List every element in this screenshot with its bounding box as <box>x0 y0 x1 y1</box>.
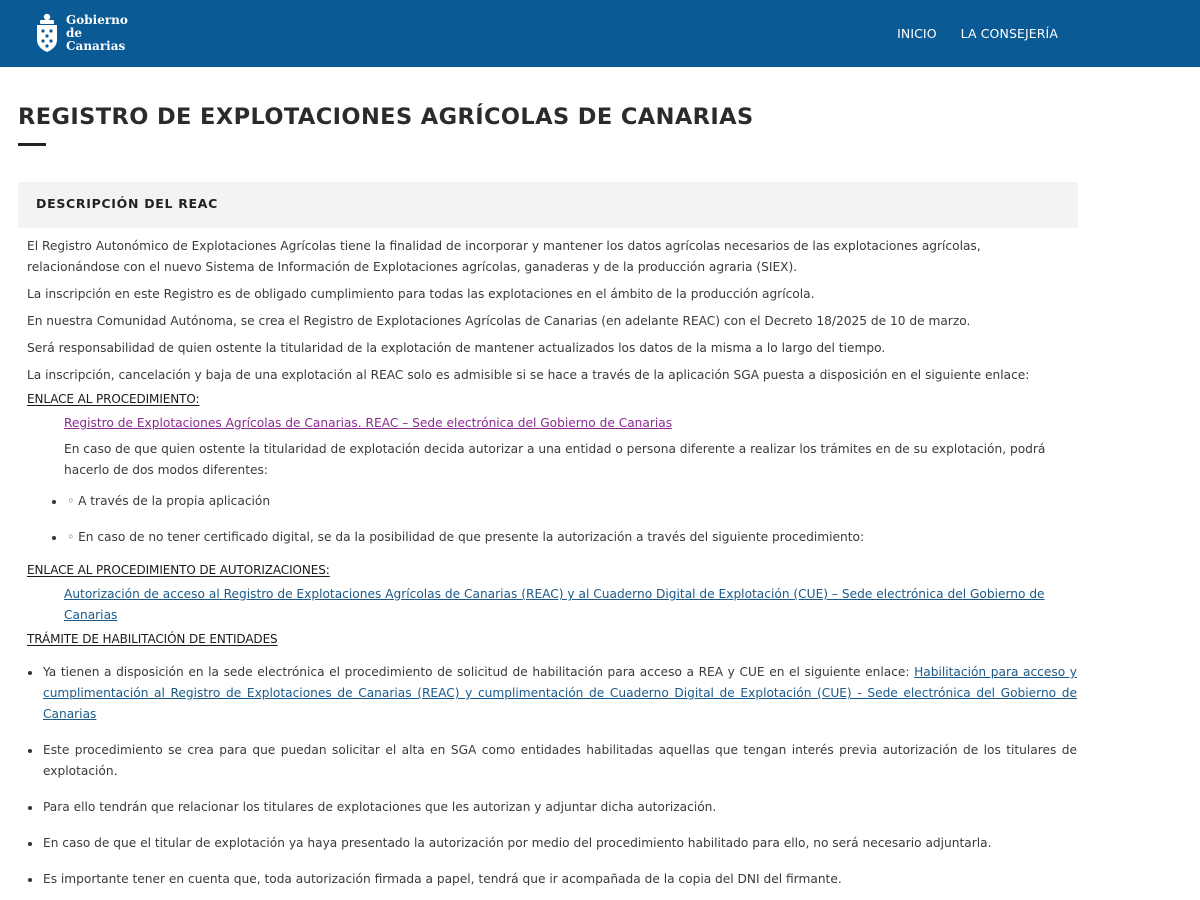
section-content <box>27 236 1077 900</box>
list-item: En caso de que el titular de explotación ya haya presentado la autorización por medio del procedimiento habilitado para ello, no será necesario adjuntarla. <box>27 833 1077 854</box>
autorizacion-options-list <box>55 491 1077 548</box>
gobierno-canarias-logo[interactable] <box>34 8 144 58</box>
paragraph-1: El Registro Autonómico de Explotaciones Agrícolas tiene la finalidad de incorporar y mantener los datos agrícolas necesarios de las explotaciones agrícolas, relacionándose con el nuevo Sistema de Información de Explotaciones agrícolas, ganaderas y de la producción agraria (SIEX). <box>27 239 981 274</box>
procedimiento-block <box>27 413 1077 481</box>
paragraph-2: La inscripción en este Registro es de obligado cumplimiento para todas las explotaciones en el ámbito de la producción agrícola. <box>27 287 815 301</box>
list-item <box>27 662 1077 725</box>
list-item: ◦ A través de la propia aplicación <box>55 491 1077 512</box>
habilitacion-link[interactable]: Habilitación para acceso y cumplimentación al Registro de Explotaciones de Canarias (REAC) y cumplimentación de Cuaderno Digital de Explotación (CUE) - Sede electrónica del Gobierno de Canarias <box>43 665 1077 721</box>
title-underline <box>18 143 46 146</box>
paragraph-5: La inscripción, cancelación y baja de una explotación al REAC solo es admisible si se hace a través de la aplicación SGA puesta a disposición en el siguiente enlace: <box>27 368 1030 382</box>
logo-line-1: Gobierno <box>66 12 128 27</box>
main-nav <box>873 0 1058 67</box>
section-header <box>18 182 1078 228</box>
list-item: Este procedimiento se crea para que puedan solicitar el alta en SGA como entidades habilitadas aquellas que tengan interés previa autorización de los titulares de explotación. <box>27 740 1077 782</box>
autorizacion-acceso-link[interactable]: Autorización de acceso al Registro de Explotaciones Agrícolas de Canarias (REAC) y al Cuaderno Digital de Explotación (CUE) – Sede electrónica del Gobierno de Canarias <box>64 587 1045 622</box>
habilitacion-item-text: Ya tienen a disposición en la sede electrónica el procedimiento de solicitud de habilitación para acceso a REA y CUE en el siguiente enlace: <box>43 665 915 679</box>
list-item: Es importante tener en cuenta que, toda autorización firmada a papel, tendrá que ir acompañada de la copia del DNI del firmante. <box>27 869 1077 890</box>
list-item: ◦ En caso de no tener certificado digital, se da la posibilidad de que presente la autorización a través del siguiente procedimiento: <box>55 527 1077 548</box>
paragraph-3: En nuestra Comunidad Autónoma, se crea el Registro de Explotaciones Agrícolas de Canarias (en adelante REAC) con el Decreto 18/2025 de 10 de marzo. <box>27 314 971 328</box>
coat-of-arms-icon <box>34 12 60 54</box>
site-header <box>0 0 1200 67</box>
logo-line-2: de Canarias <box>66 25 126 53</box>
page-title: REGISTRO DE EXPLOTACIONES AGRÍCOLAS DE CANARIAS <box>18 104 754 130</box>
reac-sede-link[interactable]: Registro de Explotaciones Agrícolas de Canarias. REAC – Sede electrónica del Gobierno de Canarias <box>64 416 673 430</box>
habilitacion-list <box>27 662 1077 890</box>
list-item: Para ello tendrán que relacionar los titulares de explotaciones que les autorizan y adjuntar dicha autorización. <box>27 797 1077 818</box>
autorizaciones-block <box>27 584 1077 626</box>
paragraph-4: Será responsabilidad de quien ostente la titularidad de la explotación de mantener actualizados los datos de la misma a lo largo del tiempo. <box>27 341 886 355</box>
logo-text <box>66 14 144 53</box>
enlace-autorizaciones-label: ENLACE AL PROCEDIMIENTO DE AUTORIZACIONES: <box>27 563 330 577</box>
section-title: DESCRIPCIÓN DEL REAC <box>36 196 219 211</box>
nav-inicio[interactable]: INICIO <box>897 26 937 41</box>
nav-la-consejeria[interactable]: LA CONSEJERÍA <box>960 26 1058 41</box>
procedimiento-text: En caso de que quien ostente la titularidad de explotación decida autorizar a una entidad o persona diferente a realizar los trámites en de su explotación, podrá hacerlo de dos modos diferentes: <box>64 442 1046 477</box>
habilitacion-label: TRÁMITE DE HABILITACIÓN DE ENTIDADES <box>27 632 278 646</box>
enlace-procedimiento-label: ENLACE AL PROCEDIMIENTO: <box>27 392 200 406</box>
